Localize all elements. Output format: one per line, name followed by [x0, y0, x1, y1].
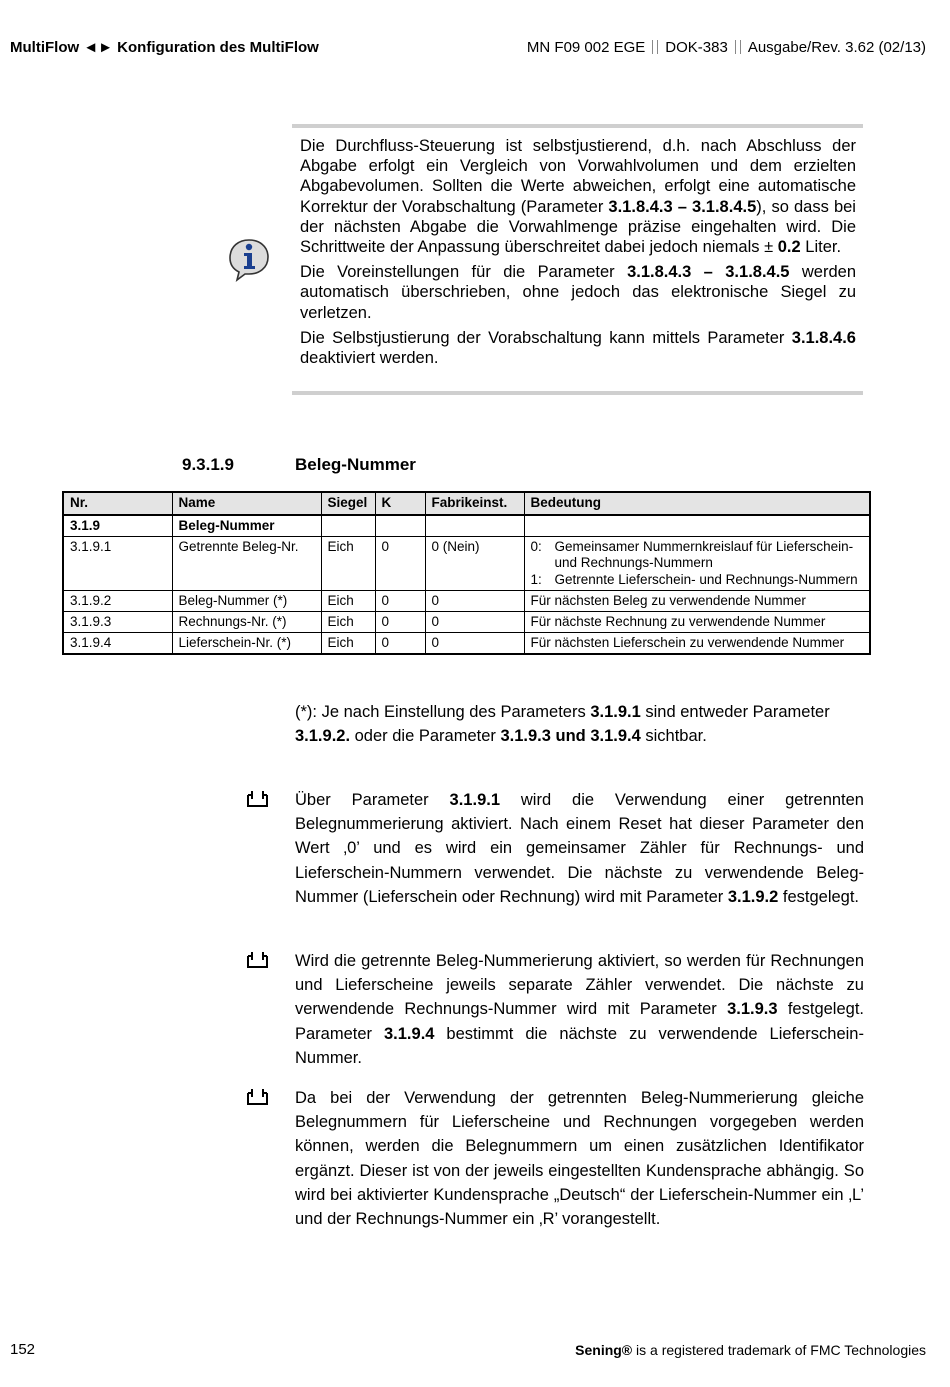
cell-nr: 3.1.9.3	[63, 612, 172, 633]
cell-empty	[321, 515, 375, 537]
cell-nr: 3.1.9.2	[63, 591, 172, 612]
note-icon	[246, 789, 270, 809]
cell-bedeutung	[524, 537, 870, 591]
parameter-table	[62, 491, 871, 655]
cell-fab: 0 (Nein)	[425, 537, 524, 591]
cell-nr: 3.1.9	[63, 515, 172, 537]
cell-bedeutung: Für nächsten Lieferschein zu verwendende Nummer	[524, 633, 870, 655]
cell-fab: 0	[425, 612, 524, 633]
cell-siegel: Eich	[321, 612, 375, 633]
header-doc-info	[527, 39, 926, 56]
dok-number: DOK-383	[665, 39, 728, 56]
cell-name: Rechnungs-Nr. (*)	[172, 612, 321, 633]
info-box	[292, 124, 863, 395]
cell-nr: 3.1.9.4	[63, 633, 172, 655]
cell-name: Beleg-Nummer	[172, 515, 321, 537]
section-number: 9.3.1.9	[182, 455, 234, 474]
separator	[735, 40, 741, 54]
table-footnote: (*): Je nach Einstellung des Parameters 3.1.9.1 sind entweder Parameter 3.1.9.2. oder die Parameter 3.1.9.3 und 3.1.9.4 sichtbar.	[295, 703, 830, 745]
info-paragraph-3: Die Selbstjustierung der Vorabschaltung kann mittels Parameter 3.1.8.4.6 deaktiviert werden.	[300, 328, 856, 368]
cell-nr: 3.1.9.1	[63, 537, 172, 591]
col-header: Siegel	[321, 492, 375, 515]
page-number: 152	[10, 1341, 36, 1358]
cell-bedeutung: Für nächsten Beleg zu verwendende Nummer	[524, 591, 870, 612]
paragraph-1: Über Parameter 3.1.9.1 wird die Verwendung einer getrennten Belegnummerierung aktiviert. Nach einem Reset hat dieser Parameter den Wert ‚0’ und es wird ein gemeinsamer Zähler für Rechnungs- und Lieferschein-Nummern verwendet. Die nächste zu verwendende Beleg-Nummer (Lieferschein oder Rechnung) wird mit Parameter 3.1.9.2 festgelegt.	[295, 791, 864, 906]
section-title: Beleg-Nummer	[295, 455, 416, 474]
info-icon	[226, 236, 272, 282]
cell-k: 0	[375, 591, 425, 612]
table-row	[63, 612, 870, 633]
separator	[652, 40, 658, 54]
paragraph-2: Wird die getrennte Beleg-Nummerierung aktiviert, so werden für Rechnungen und Lieferscheine jeweils separate Zähler verwendet. Die nächste zu verwendende Rechnungs-Nummer wird mit Parameter 3.1.9.3 festgelegt. Parameter 3.1.9.4 bestimmt die nächste zu verwendende Lieferschein-Nummer.	[295, 952, 864, 1067]
doc-number: MN F09 002 EGE	[526, 39, 646, 56]
cell-empty	[375, 515, 425, 537]
cell-name: Beleg-Nummer (*)	[172, 591, 321, 612]
revision: Ausgabe/Rev. 3.62 (02/13)	[747, 39, 926, 56]
header-title: MultiFlow ◄► Konfiguration des MultiFlow	[10, 39, 319, 56]
meaning-option: 0: Gemeinsamer Nummernkreislauf für Lieferschein- und Rechnungs-Nummern	[530, 539, 854, 570]
cell-name: Getrennte Beleg-Nr.	[172, 537, 321, 591]
cell-siegel: Eich	[321, 633, 375, 655]
footer-trademark: Sening® is a registered trademark of FMC Technologies	[575, 1342, 926, 1358]
table-row	[63, 537, 870, 591]
note-icon	[246, 1087, 270, 1107]
note-icon	[246, 950, 270, 970]
cell-siegel: Eich	[321, 591, 375, 612]
cell-empty	[425, 515, 524, 537]
col-header: Name	[172, 492, 321, 515]
table-row	[63, 633, 870, 655]
cell-k: 0	[375, 633, 425, 655]
cell-k: 0	[375, 537, 425, 591]
cell-empty	[524, 515, 870, 537]
table-header-row	[63, 492, 870, 515]
col-header: Fabrikeinst.	[425, 492, 524, 515]
info-paragraph-2: Die Voreinstellungen für die Parameter 3.1.8.4.3 – 3.1.8.4.5 werden automatisch überschrieben, ohne jedoch das elektronische Siegel zu verletzen.	[300, 263, 856, 322]
table-group-row	[63, 515, 870, 537]
cell-fab: 0	[425, 633, 524, 655]
paragraph-3: Da bei der Verwendung der getrennten Beleg-Nummerierung gleiche Belegnummern für Lieferscheine und Rechnungen vorgegeben werden können, werden die Belegnummern um einen zusätzlichen Identifikator ergänzt. Dieser ist von der jeweils eingestellten Kundensprache abhängig. So wird bei aktivierter Kundensprache „Deutsch“ der Lieferschein-Nummer ein ‚L’ und der Rechnungs-Nummer ein ‚R’ vorangestellt.	[295, 1089, 864, 1229]
col-header: Nr.	[63, 492, 172, 515]
cell-k: 0	[375, 612, 425, 633]
table-row	[63, 591, 870, 612]
cell-bedeutung: Für nächste Rechnung zu verwendende Nummer	[524, 612, 870, 633]
cell-name: Lieferschein-Nr. (*)	[172, 633, 321, 655]
cell-fab: 0	[425, 591, 524, 612]
meaning-option: 1: Getrennte Lieferschein- und Rechnungs-Nummern	[530, 572, 858, 587]
col-header: Bedeutung	[524, 492, 870, 515]
cell-siegel: Eich	[321, 537, 375, 591]
info-paragraph-1: Die Durchfluss-Steuerung ist selbstjustierend, d.h. nach Abschluss der Abgabe erfolgt ein Vergleich von Vorwahlvolumen und dem erzielten Abgabevolumen. Sollten die Werte abweichen, erfolgt eine automatische Korrektur der Vorabschaltung (Parameter 3.1.8.4.3 – 3.1.8.4.5), so dass bei der nächsten Abgabe die Vorwahlmenge präzise eingehalten wird. Die Schrittweite der Anpassung überschreitet dabei jedoch niemals ± 0.2 Liter.	[300, 137, 856, 257]
col-header: K	[375, 492, 425, 515]
